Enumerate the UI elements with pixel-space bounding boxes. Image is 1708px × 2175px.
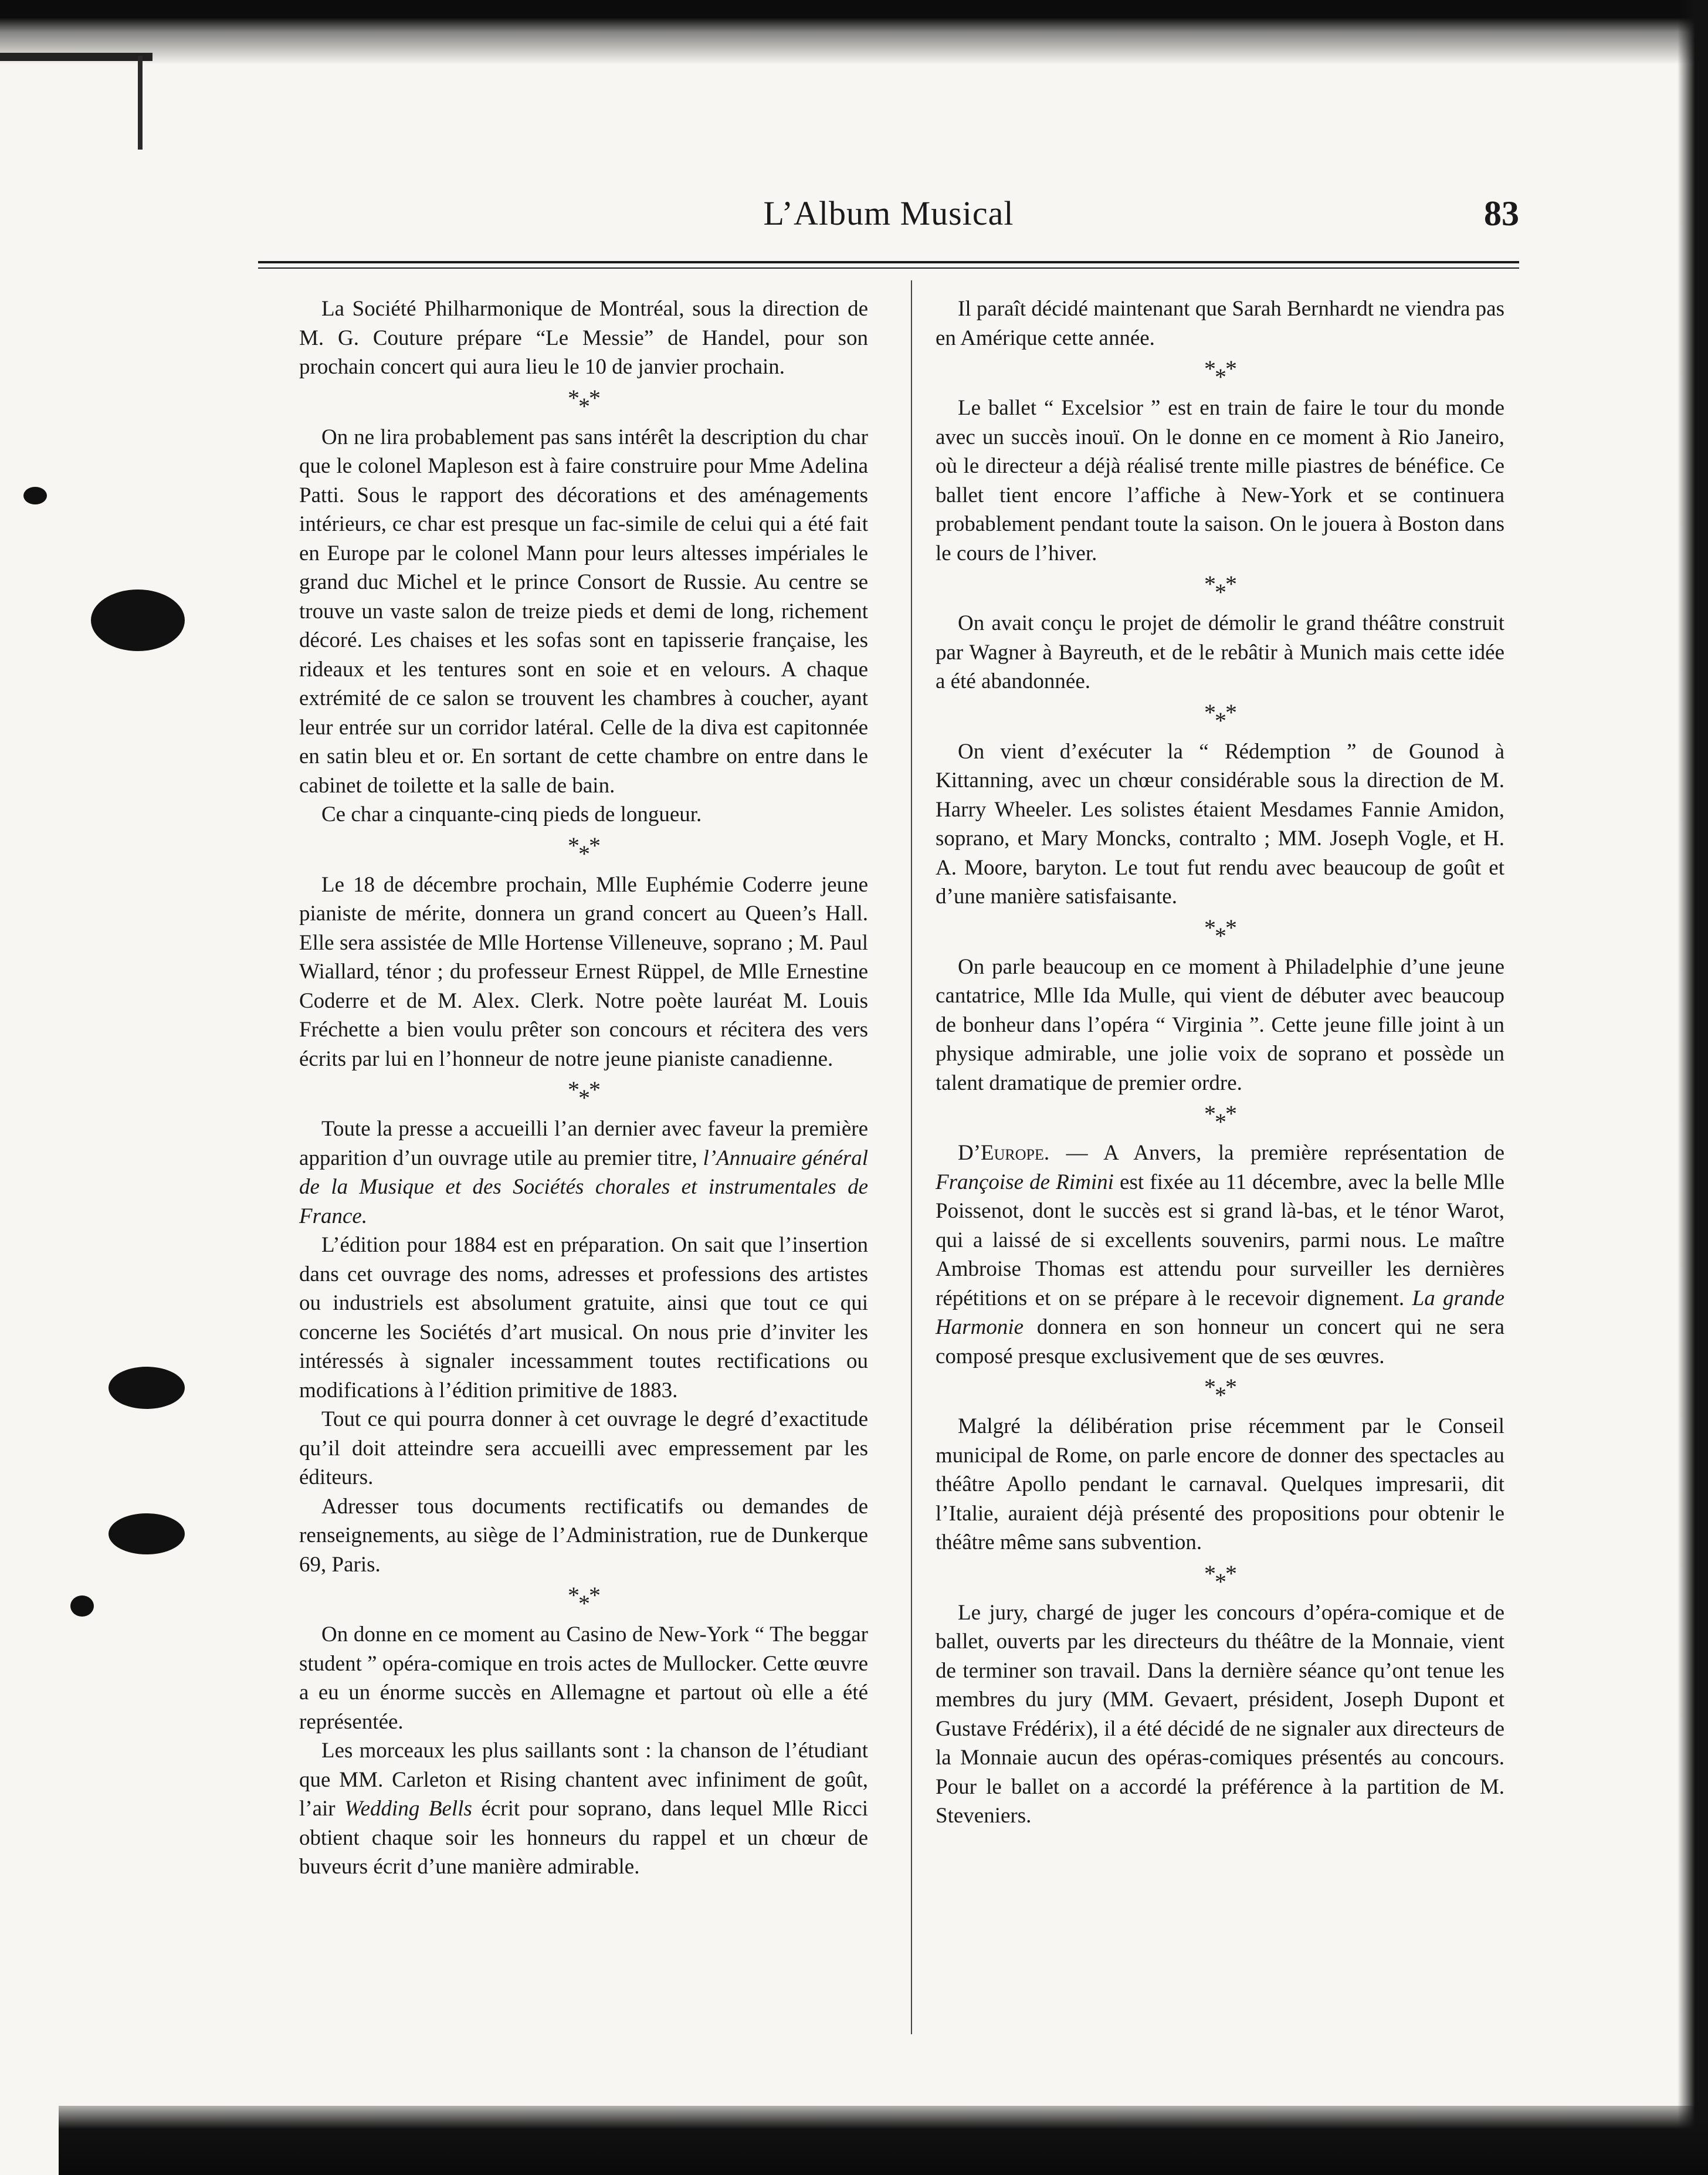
paragraph: La Société Philharmonique de Montréal, sous la direction de M. G. Couture prépare “Le Messie” de Handel, pour son prochain concert qui aura lieu le 10 de janvier prochain.: [299, 297, 868, 379]
separator-asterism: ***: [1204, 1560, 1236, 1595]
paragraph: Le ballet “ Excelsior ” est en train de faire le tour du monde avec un succès inouï. On le donne en ce moment à Rio Janeiro, où le directeur a déjà réalisé trente mille piastres de bénéfice. Ce ballet tient encore l’affiche à New-York et se continuera probablement pendant toute la saison. On le jouera à Boston dans le cours de l’hiver.: [936, 396, 1504, 565]
paragraph: Adresser tous documents rectificatifs ou demandes de renseignements, au siège de l’Administration, rue de Dunkerque 69, Paris.: [299, 1494, 868, 1577]
publication-title: l’Annuaire général de la Musique et des Sociétés chorales et instrumentales de France.: [299, 1146, 868, 1228]
opera-title: Françoise de Rimini: [936, 1170, 1114, 1194]
separator-asterism: ***: [568, 1076, 599, 1111]
separator-asterism: ***: [1204, 699, 1236, 734]
paragraph: [299, 1114, 868, 1231]
paragraph: Il paraît décidé maintenant que Sarah Bernhardt ne viendra pas en Amérique cette année.: [936, 297, 1504, 350]
separator-asterism: ***: [1204, 1100, 1236, 1135]
header-rule: [258, 261, 1519, 263]
paragraph-text: est fixée au 11 décembre, avec la belle Mlle Poissenot, dont le succès est si grand là-bas, et le ténor Warot, qui a laissé de si excellents souvenirs, parmi nous. Le maître Ambroise Thomas est attendu pour surveiller les dernières répétitions et on se prépare à le recevoir dignement.: [936, 1170, 1504, 1310]
ink-blot: [91, 590, 185, 651]
separator-asterism: ***: [1204, 914, 1236, 949]
ink-blot: [109, 1513, 185, 1554]
journal-title: L’Album Musical: [763, 194, 1014, 232]
left-column: [299, 294, 868, 1882]
page-number: 83: [1484, 194, 1519, 233]
ink-blot: [70, 1595, 94, 1617]
separator-asterism: ***: [1204, 1374, 1236, 1408]
scan-right-edge: [1678, 0, 1708, 2175]
paragraph-text: donnera en son honneur un concert qui ne sera composé presque exclusivement que de ses œuvres.: [936, 1315, 1504, 1368]
paragraph: On ne lira probablement pas sans intérêt la description du char que le colonel Mapleson est à faire construire pour Mme Adelina Patti. Sous le rapport des décorations et des aménagements intérieurs, ce char est presque un fac-simile de celui qui a été fait en Europe par le colonel Mann pour leurs altesses impériales le grand duc Michel et le prince Consort de Russie. Au centre se trouve un vaste salon de treize pieds et demi de long, richement décoré. Les chaises et les sofas sont en tapisserie française, les rideaux et les tentures sont en soie et en velours. A chaque extrémité de ce salon se trouvent les chambres à coucher, ayant leur entrée sur un corridor latéral. Celle de la diva est capitonnée en satin bleu et or. En sortant de cette chambre on entre dans le cabinet de toilette et la salle de bain.: [299, 425, 868, 798]
society-name: La grande Harmonie: [936, 1286, 1504, 1339]
separator-asterism: ***: [568, 384, 599, 419]
paragraph: [936, 1139, 1504, 1371]
paragraph: L’édition pour 1884 est en préparation. On sait que l’insertion dans cet ouvrage des noms, adresses et professions des artistes ou industriels est absolument gratuite, ainsi que tout ce qui concerne les Sociétés d’art musical. On nous prie d’inviter les intéressés à signaler incessamment toutes rectifications ou modifications à l’édition primitive de 1883.: [299, 1233, 868, 1402]
header-rule-thin: [258, 267, 1519, 269]
scan-top-edge: [0, 0, 1708, 65]
paragraph: [299, 1736, 868, 1882]
paragraph: Le jury, chargé de juger les concours d’opéra-comique et de ballet, ouverts par les directeurs du théâtre de la Monnaie, vient de terminer son travail. Dans la dernière séance qu’ont tenue les membres du jury (MM. Gevaert, président, Joseph Dupont et Gustave Frédérix), il a été décidé de ne signaler aux directeurs de la Monnaie aucun des opéras-comiques présentés au concours. Pour le ballet on a accordé la préférence à la partition de M. Steveniers.: [936, 1600, 1504, 1828]
paragraph-text: Toute la presse a accueilli l’an dernier avec faveur la première apparition d’un ouvrage utile au premier titre,: [299, 1117, 868, 1170]
ink-blot: [109, 1367, 185, 1409]
separator-asterism: ***: [568, 832, 599, 867]
ink-blot: [23, 487, 47, 504]
paragraph-text: écrit pour soprano, dans lequel Mlle Ricci obtient chaque soir les honneurs du rappel et un chœur de buveurs écrit d’une manière admirable.: [299, 1797, 869, 1879]
separator-asterism: ***: [568, 1582, 599, 1617]
scan-left-line: [138, 56, 143, 150]
page-header: [258, 194, 1519, 246]
scan-bottom-edge: [59, 2106, 1708, 2175]
scan-left-mark: [0, 53, 152, 61]
column-divider: [911, 280, 912, 2034]
paragraph-text: Les morceaux les plus saillants sont : la chanson de l’étudiant que MM. Carleton et Rising chantent avec infiniment de goût, l’air: [299, 1739, 868, 1821]
separator-asterism: ***: [1204, 571, 1236, 605]
aria-title: Wedding Bells: [344, 1797, 472, 1821]
paragraph: Malgré la délibération prise récemment par le Conseil municipal de Rome, on parle encore de donner des spectacles au théâtre Apollo pendant le carnaval. Quelques impresarii, dit l’Italie, auraient déjà présenté des propositions pour obtenir le théâtre même sans subvention.: [936, 1414, 1504, 1554]
section-lead: D’Europe.: [958, 1141, 1050, 1165]
paragraph: Le 18 de décembre prochain, Mlle Euphémie Coderre jeune pianiste de mérite, donnera un grand concert au Queen’s Hall. Elle sera assistée de Mlle Hortense Villeneuve, soprano ; M. Paul Wiallard, ténor ; du professeur Ernest Rüppel, de Mlle Ernestine Coderre et de M. Alex. Clerk. Notre poète lauréat M. Louis Fréchette a bien voulu prêter son concours et récitera des vers écrits par lui en l’honneur de notre jeune pianiste canadienne.: [299, 872, 868, 1071]
separator-asterism: ***: [1204, 355, 1236, 390]
paragraph: On donne en ce moment au Casino de New-York “ The beggar student ” opéra-comique en trois actes de Mullocker. Cette œuvre a eu un énorme succès en Allemagne et partout où elle a été représentée.: [299, 1622, 868, 1734]
paragraph: On parle beaucoup en ce moment à Philadelphie d’une jeune cantatrice, Mlle Ida Mulle, qui vient de débuter avec beaucoup de bonheur dans l’opéra “ Virginia ”. Cette jeune fille joint à un physique admirable, une jolie voix de soprano et possède un talent dramatique de premier ordre.: [936, 954, 1504, 1095]
paragraph: On avait conçu le projet de démolir le grand théâtre construit par Wagner à Bayreuth, et de le rebâtir à Munich mais cette idée a été abandonnée.: [936, 611, 1504, 693]
paragraph: On vient d’exécuter la “ Rédemption ” de Gounod à Kittanning, avec un chœur considérable sous la direction de M. Harry Wheeler. Les solistes étaient Mesdames Fannie Amidon, soprano, et Mary Moncks, contralto ; MM. Joseph Vogle, et H. A. Moore, baryton. Le tout fut rendu avec beaucoup de goût et d’une manière satisfaisante.: [936, 739, 1504, 909]
paragraph: Tout ce qui pourra donner à cet ouvrage le degré d’exactitude qu’il doit atteindre sera accueilli avec empressement par les éditeurs.: [299, 1407, 868, 1489]
paragraph: Ce char a cinquante-cinq pieds de longueur.: [321, 802, 702, 826]
right-column: [936, 294, 1504, 1831]
paragraph-text: — A Anvers, la première représentation de: [1049, 1141, 1504, 1165]
